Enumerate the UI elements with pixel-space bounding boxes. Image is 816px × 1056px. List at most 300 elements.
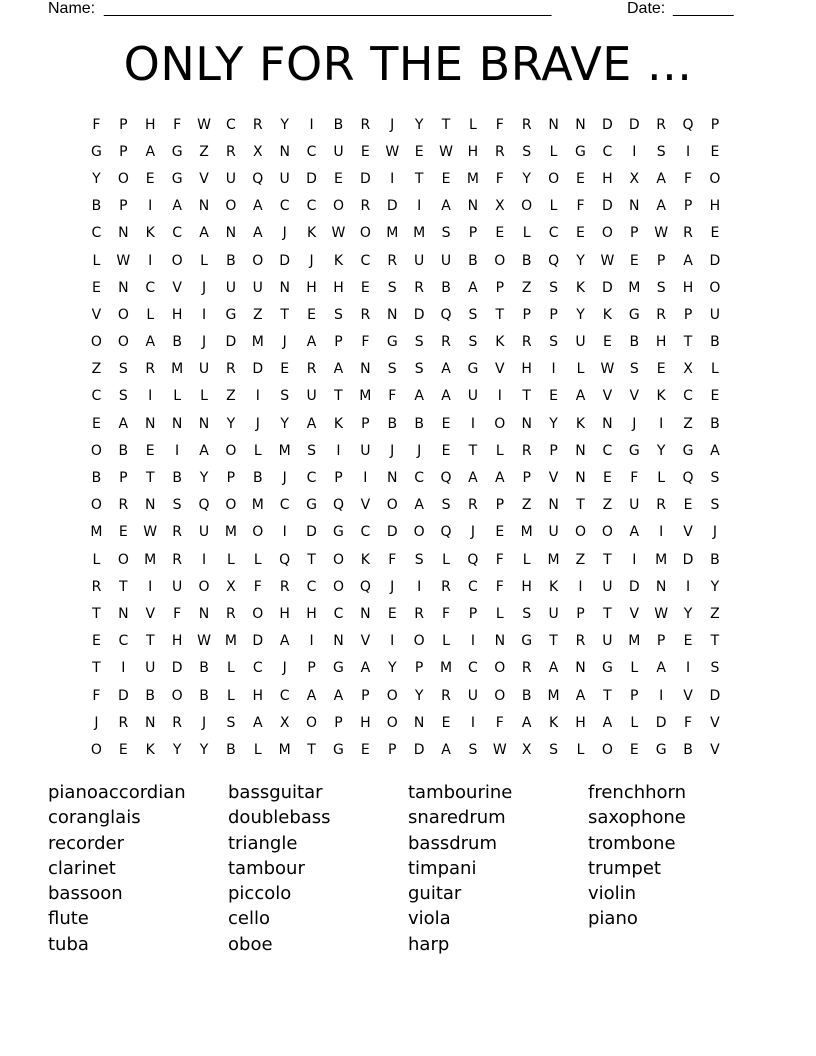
- grid-letter: B: [387, 415, 398, 432]
- grid-letter: P: [468, 225, 478, 242]
- grid-letter: F: [388, 388, 397, 405]
- grid-letter: X: [279, 714, 290, 731]
- grid-letter: L: [522, 551, 531, 568]
- grid-letter: W: [654, 225, 669, 242]
- grid-letter: N: [629, 198, 640, 215]
- grid-letter: Q: [682, 470, 694, 487]
- grid-letter: Q: [332, 497, 344, 514]
- grid-letter: E: [360, 143, 370, 160]
- grid-letter: R: [172, 714, 182, 731]
- grid-letter: R: [521, 660, 532, 677]
- grid-letter: I: [336, 442, 341, 459]
- grid-letter: Q: [467, 551, 479, 568]
- grid-letter: U: [225, 279, 237, 296]
- grid-letter: E: [576, 225, 585, 242]
- grid-letter: A: [333, 687, 344, 704]
- page-title: ONLY FOR THE BRAVE ...: [123, 37, 693, 91]
- grid-letter: F: [361, 334, 370, 351]
- grid-letter: E: [118, 524, 128, 541]
- grid-letter: G: [333, 660, 344, 677]
- grid-letter: P: [307, 660, 316, 677]
- grid-letter: U: [548, 605, 559, 622]
- grid-letter: D: [682, 551, 694, 568]
- grid-letter: B: [683, 741, 693, 758]
- grid-letter: N: [467, 198, 479, 215]
- grid-letter: R: [656, 497, 667, 514]
- grid-letter: D: [601, 279, 613, 296]
- grid-letter: B: [145, 687, 156, 704]
- grid-letter: E: [576, 170, 585, 187]
- grid-letter: A: [253, 714, 263, 731]
- grid-letter: N: [144, 415, 156, 432]
- grid-letter: O: [601, 225, 613, 242]
- grid-letter: D: [413, 741, 425, 758]
- grid-letter: L: [200, 388, 208, 405]
- grid-letter: M: [547, 551, 560, 568]
- grid-letter: H: [360, 714, 371, 731]
- grid-letter: I: [470, 415, 475, 432]
- grid-letter: G: [655, 741, 667, 758]
- word-list-item: bassguitar: [228, 782, 323, 803]
- grid-letter: P: [495, 279, 505, 296]
- grid-letter: N: [118, 605, 129, 622]
- grid-letter: U: [602, 578, 613, 595]
- grid-letter: O: [117, 306, 129, 323]
- grid-letter: I: [148, 252, 153, 269]
- grid-letter: L: [226, 660, 235, 677]
- grid-letter: E: [602, 334, 612, 351]
- grid-letter: A: [306, 334, 317, 351]
- grid-letter: D: [252, 361, 264, 378]
- grid-letter: C: [279, 687, 290, 704]
- grid-letter: S: [549, 334, 559, 351]
- word-column: [588, 780, 768, 957]
- grid-letter: V: [629, 605, 640, 622]
- grid-letter: A: [441, 361, 451, 378]
- word-list-item: pianoaccordian: [48, 782, 186, 803]
- grid-letter: P: [656, 633, 666, 650]
- grid-letter: R: [252, 116, 263, 133]
- grid-letter: P: [549, 306, 558, 323]
- grid-letter: O: [225, 497, 237, 514]
- grid-letter: B: [118, 442, 129, 459]
- grid-letter: M: [278, 741, 291, 758]
- grid-letter: W: [600, 252, 615, 269]
- grid-letter: T: [307, 741, 316, 758]
- grid-letter: J: [390, 578, 395, 595]
- grid-letter: I: [282, 524, 287, 541]
- grid-letter: O: [90, 334, 102, 351]
- grid-letter: B: [333, 116, 344, 133]
- grid-letter: C: [252, 660, 263, 677]
- grid-letter: N: [225, 225, 237, 242]
- grid-letter: F: [495, 714, 504, 731]
- grid-letter: Q: [252, 170, 264, 187]
- grid-letter: G: [306, 497, 317, 514]
- grid-letter: E: [145, 170, 155, 187]
- grid-letter: Q: [440, 524, 452, 541]
- grid-letter: W: [600, 361, 615, 378]
- grid-letter: A: [172, 198, 182, 215]
- word-list-item: bassdrum: [408, 832, 497, 854]
- grid-letter: C: [602, 143, 613, 160]
- grid-letter: I: [175, 442, 180, 459]
- grid-letter: W: [143, 524, 158, 541]
- grid-letter: E: [629, 741, 639, 758]
- grid-letter: U: [306, 388, 317, 405]
- grid-letter: R: [226, 143, 236, 160]
- name-label: Name:: [48, 0, 96, 17]
- grid-letter: H: [521, 578, 532, 595]
- grid-letter: C: [145, 279, 156, 296]
- grid-letter: A: [548, 660, 559, 677]
- grid-letter: E: [656, 361, 666, 378]
- grid-letter: S: [441, 225, 451, 242]
- grid-letter: I: [659, 687, 664, 704]
- grid-letter: C: [360, 252, 371, 269]
- grid-letter: S: [710, 470, 720, 487]
- grid-letter: T: [468, 442, 478, 459]
- grid-letter: K: [575, 415, 586, 432]
- word-list-item: triangle: [228, 832, 298, 854]
- word-list-item: trombone: [588, 832, 676, 854]
- grid-letter: Y: [414, 116, 424, 133]
- grid-letter: L: [253, 741, 262, 758]
- grid-letter: N: [198, 415, 210, 432]
- grid-letter: A: [306, 415, 317, 432]
- grid-letter: Z: [226, 388, 236, 405]
- grid-letter: J: [255, 415, 260, 432]
- grid-letter: A: [710, 442, 720, 459]
- grid-letter: Y: [280, 415, 289, 432]
- grid-letter: O: [521, 198, 533, 215]
- grid-letter: E: [334, 170, 343, 187]
- grid-letter: W: [385, 143, 400, 160]
- grid-letter: M: [386, 225, 399, 242]
- grid-letter: S: [387, 361, 397, 378]
- grid-letter: L: [630, 714, 639, 731]
- grid-letter: D: [306, 170, 317, 187]
- grid-letter: N: [548, 497, 559, 514]
- grid-letter: U: [440, 252, 452, 269]
- grid-letter: U: [198, 524, 210, 541]
- grid-letter: H: [655, 334, 667, 351]
- grid-letter: T: [119, 578, 128, 595]
- grid-letter: N: [655, 578, 667, 595]
- grid-letter: U: [414, 252, 425, 269]
- grid-letter: J: [417, 442, 422, 459]
- grid-letter: F: [495, 578, 504, 595]
- grid-letter: P: [549, 442, 558, 459]
- grid-letter: A: [521, 714, 532, 731]
- grid-letter: W: [116, 252, 131, 269]
- grid-letter: G: [91, 143, 102, 160]
- grid-letter: N: [413, 714, 425, 731]
- grid-letter: J: [282, 470, 287, 487]
- grid-letter: I: [632, 551, 637, 568]
- grid-letter: A: [145, 143, 156, 160]
- grid-letter: M: [628, 279, 641, 296]
- grid-letter: I: [632, 143, 637, 160]
- grid-letter: O: [117, 170, 129, 187]
- grid-letter: D: [601, 116, 613, 133]
- grid-letter: G: [575, 143, 586, 160]
- grid-letter: V: [495, 361, 505, 378]
- grid-letter: J: [282, 660, 287, 677]
- grid-letter: U: [252, 279, 263, 296]
- grid-letter: P: [630, 687, 639, 704]
- grid-letter: P: [495, 497, 505, 514]
- grid-letter: I: [659, 524, 664, 541]
- grid-letter: U: [629, 497, 640, 514]
- grid-letter: O: [252, 252, 264, 269]
- grid-letter: C: [333, 605, 344, 622]
- grid-letter: O: [359, 225, 371, 242]
- grid-letter: E: [92, 415, 101, 432]
- grid-letter: A: [441, 388, 451, 405]
- grid-letter: S: [441, 497, 451, 514]
- grid-letter: L: [200, 252, 208, 269]
- grid-letter: R: [494, 143, 505, 160]
- grid-letter: L: [253, 551, 262, 568]
- grid-letter: U: [467, 388, 479, 405]
- grid-letter: R: [145, 361, 156, 378]
- grid-letter: K: [656, 388, 666, 405]
- grid-letter: Y: [414, 687, 424, 704]
- grid-letter: I: [148, 578, 153, 595]
- grid-letter: N: [360, 361, 371, 378]
- grid-letter: D: [601, 198, 613, 215]
- grid-letter: D: [655, 714, 667, 731]
- grid-letter: L: [549, 143, 558, 160]
- grid-letter: E: [387, 605, 397, 622]
- grid-letter: E: [441, 415, 451, 432]
- grid-letter: Y: [92, 170, 101, 187]
- grid-letter: C: [468, 660, 478, 677]
- grid-letter: C: [548, 225, 559, 242]
- grid-letter: V: [91, 306, 102, 323]
- grid-letter: I: [685, 143, 691, 160]
- grid-letter: I: [390, 170, 395, 187]
- grid-letter: T: [683, 334, 693, 351]
- word-list-item: trumpet: [588, 857, 661, 879]
- grid-letter: Z: [683, 415, 693, 432]
- grid-letter: O: [117, 551, 129, 568]
- grid-letter: H: [306, 605, 317, 622]
- grid-letter: E: [145, 442, 155, 459]
- grid-letter: K: [495, 334, 505, 351]
- grid-letter: B: [226, 252, 236, 269]
- grid-letter: P: [414, 660, 424, 677]
- grid-letter: Y: [683, 605, 693, 622]
- grid-letter: R: [414, 279, 424, 296]
- grid-letter: G: [386, 334, 398, 351]
- grid-letter: F: [684, 714, 693, 731]
- word-list-item: snaredrum: [408, 807, 506, 829]
- grid-letter: L: [576, 361, 585, 378]
- grid-letter: I: [470, 714, 475, 731]
- grid-letter: Q: [198, 497, 210, 514]
- header-line: [48, 0, 748, 20]
- grid-letter: R: [441, 578, 451, 595]
- grid-letter: P: [683, 198, 693, 215]
- grid-letter: U: [709, 306, 721, 323]
- grid-letter: U: [467, 687, 479, 704]
- grid-letter: R: [118, 497, 129, 514]
- grid-letter: Z: [602, 497, 613, 514]
- grid-letter: D: [386, 524, 398, 541]
- grid-letter: U: [548, 524, 559, 541]
- grid-letter: E: [602, 470, 612, 487]
- grid-letter: S: [226, 714, 236, 731]
- word-column: [408, 780, 588, 957]
- grid-letter: W: [197, 116, 211, 133]
- grid-letter: A: [360, 660, 371, 677]
- grid-letter: S: [172, 497, 182, 514]
- date-field[interactable]: _______: [673, 0, 734, 17]
- grid-letter: S: [710, 660, 720, 677]
- grid-letter: Q: [548, 252, 560, 269]
- grid-letter: R: [575, 633, 586, 650]
- grid-letter: H: [171, 633, 183, 650]
- grid-letter: V: [145, 605, 156, 622]
- grid-letter: T: [576, 497, 585, 514]
- grid-letter: H: [171, 306, 183, 323]
- grid-letter: O: [332, 578, 344, 595]
- grid-letter: V: [602, 388, 613, 405]
- grid-letter: B: [629, 334, 640, 351]
- grid-letter: O: [117, 334, 129, 351]
- grid-letter: K: [548, 714, 559, 731]
- grid-letter: Y: [226, 415, 236, 432]
- grid-letter: R: [414, 605, 424, 622]
- word-list-item: flute: [48, 908, 89, 930]
- grid-letter: U: [602, 633, 613, 650]
- grid-letter: I: [309, 633, 314, 650]
- grid-letter: P: [683, 306, 693, 323]
- grid-letter: R: [683, 225, 693, 242]
- grid-letter: A: [199, 225, 209, 242]
- grid-letter: A: [629, 524, 640, 541]
- grid-letter: Z: [575, 551, 586, 568]
- grid-letter: F: [92, 116, 101, 133]
- grid-letter: A: [253, 225, 263, 242]
- grid-letter: H: [575, 714, 586, 731]
- grid-letter: L: [173, 388, 182, 405]
- grid-letter: D: [171, 660, 183, 677]
- grid-letter: A: [575, 687, 586, 704]
- word-list-item: guitar: [408, 883, 462, 905]
- grid-letter: R: [387, 252, 398, 269]
- grid-letter: P: [334, 714, 343, 731]
- grid-letter: B: [199, 687, 209, 704]
- grid-letter: P: [656, 252, 666, 269]
- grid-letter: Q: [359, 578, 371, 595]
- grid-letter: C: [279, 497, 290, 514]
- grid-letter: A: [468, 470, 478, 487]
- grid-letter: N: [333, 633, 344, 650]
- grid-letter: I: [363, 470, 368, 487]
- grid-letter: J: [201, 279, 207, 296]
- grid-letter: G: [521, 633, 533, 650]
- grid-letter: M: [439, 660, 453, 677]
- word-list-item: saxophone: [588, 807, 686, 829]
- grid-letter: T: [145, 633, 155, 650]
- grid-letter: G: [225, 306, 237, 323]
- grid-letter: G: [333, 524, 344, 541]
- grid-letter: U: [575, 334, 586, 351]
- grid-letter: P: [522, 306, 531, 323]
- grid-letter: S: [522, 143, 532, 160]
- grid-letter: X: [629, 170, 640, 187]
- grid-letter: O: [386, 714, 398, 731]
- grid-letter: V: [683, 524, 693, 541]
- grid-letter: S: [549, 741, 559, 758]
- grid-letter: O: [252, 605, 264, 622]
- grid-letter: L: [469, 116, 477, 133]
- grid-letter: O: [198, 578, 210, 595]
- grid-letter: D: [709, 252, 721, 269]
- grid-letter: T: [334, 388, 343, 405]
- name-field[interactable]: ____________________________________________________: [104, 0, 552, 17]
- grid-letter: G: [601, 660, 613, 677]
- grid-letter: I: [201, 306, 207, 323]
- grid-letter: S: [118, 361, 128, 378]
- grid-letter: P: [119, 470, 128, 487]
- grid-letter: D: [306, 524, 317, 541]
- grid-letter: A: [575, 388, 586, 405]
- word-list-item: piccolo: [228, 883, 292, 905]
- grid-letter: N: [144, 714, 156, 731]
- grid-letter: Y: [710, 578, 720, 595]
- grid-letter: I: [309, 116, 314, 133]
- grid-letter: I: [201, 551, 207, 568]
- grid-letter: H: [682, 279, 694, 296]
- grid-letter: O: [90, 442, 102, 459]
- grid-letter: D: [225, 334, 237, 351]
- grid-letter: L: [146, 306, 155, 323]
- grid-letter: I: [417, 578, 422, 595]
- grid-letter: S: [468, 334, 478, 351]
- grid-letter: V: [199, 170, 209, 187]
- grid-letter: F: [173, 116, 182, 133]
- grid-letter: L: [657, 470, 666, 487]
- grid-letter: O: [171, 687, 183, 704]
- grid-letter: E: [414, 143, 424, 160]
- grid-letter: A: [306, 687, 317, 704]
- grid-letter: C: [468, 578, 478, 595]
- grid-letter: G: [628, 306, 640, 323]
- grid-letter: O: [494, 415, 506, 432]
- grid-letter: H: [709, 198, 721, 215]
- grid-letter: A: [414, 388, 424, 405]
- grid-letter: S: [656, 279, 666, 296]
- grid-letter: D: [359, 170, 371, 187]
- grid-letter: K: [333, 415, 344, 432]
- grid-letter: U: [333, 143, 344, 160]
- grid-letter: Z: [710, 605, 720, 622]
- grid-letter: D: [628, 578, 640, 595]
- word-list-item: harp: [408, 933, 450, 955]
- grid-letter: T: [603, 687, 612, 704]
- grid-letter: F: [495, 116, 504, 133]
- grid-letter: Y: [199, 470, 209, 487]
- grid-letter: B: [521, 252, 532, 269]
- grid-letter: E: [683, 633, 693, 650]
- grid-letter: A: [145, 334, 156, 351]
- grid-letter: R: [656, 116, 667, 133]
- grid-letter: G: [333, 741, 344, 758]
